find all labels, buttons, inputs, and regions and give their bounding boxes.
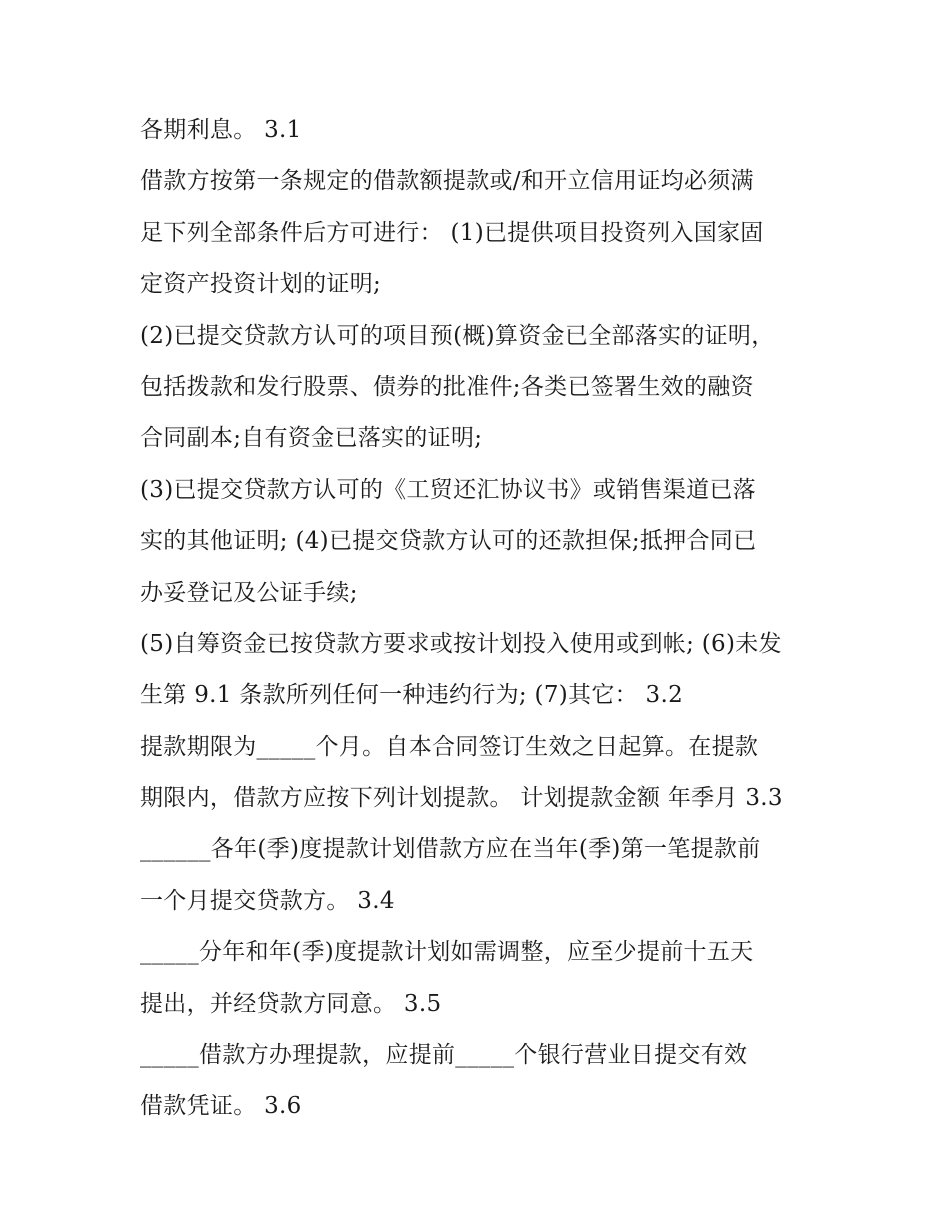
text-line: ______各年(季)度提款计划借款方应在当年(季)第一笔提款前 [140, 836, 761, 863]
text-line: 生第 9.1 条款所列任何一种违约行为; (7)其它： 3.2 [140, 682, 684, 709]
text-line: 合同副本;自有资金已落实的证明; [140, 425, 483, 452]
text-line: 定资产投资计划的证明; [140, 271, 382, 298]
text-line: _____借款方办理提款，应提前_____个银行营业日提交有效 [140, 1042, 748, 1069]
text-line: 提出，并经贷款方同意。 3.5 [140, 990, 442, 1017]
text-line: 足下列全部条件后方可进行： (1)已提供项目投资列入国家固 [140, 219, 764, 246]
text-line: (3)已提交贷款方认可的《工贸还汇协议书》或销售渠道已落 [140, 476, 756, 503]
document-body [140, 108, 820, 1136]
text-line: 包括拨款和发行股票、债券的批准件;各类已签署生效的融资 [140, 373, 754, 400]
text-line: 借款方按第一条规定的借款额提款或/和开立信用证均必须满 [140, 168, 754, 195]
text-line: _____分年和年(季)度提款计划如需调整，应至少提前十五天 [140, 939, 754, 966]
text-line: 一个月提交贷款方。 3.4 [140, 887, 395, 914]
text-line: (2)已提交贷款方认可的项目预(概)算资金已全部落实的证明， [140, 322, 775, 349]
text-line: 期限内，借款方应按下列计划提款。 计划提款金额 年季月 3.3 [140, 785, 783, 812]
text-line: 借款凭证。 3.6 [140, 1093, 302, 1120]
text-line: (5)自筹资金已按贷款方要求或按计划投入使用或到帐; (6)未发 [140, 630, 782, 657]
text-line: 实的其他证明; (4)已提交贷款方认可的还款担保;抵押合同已 [140, 528, 757, 555]
text-line: 办妥登记及公证手续; [140, 579, 358, 606]
text-line: 提款期限为_____个月。自本合同签订生效之日起算。在提款 [140, 733, 759, 760]
text-line: 各期利息。 3.1 [140, 117, 302, 143]
